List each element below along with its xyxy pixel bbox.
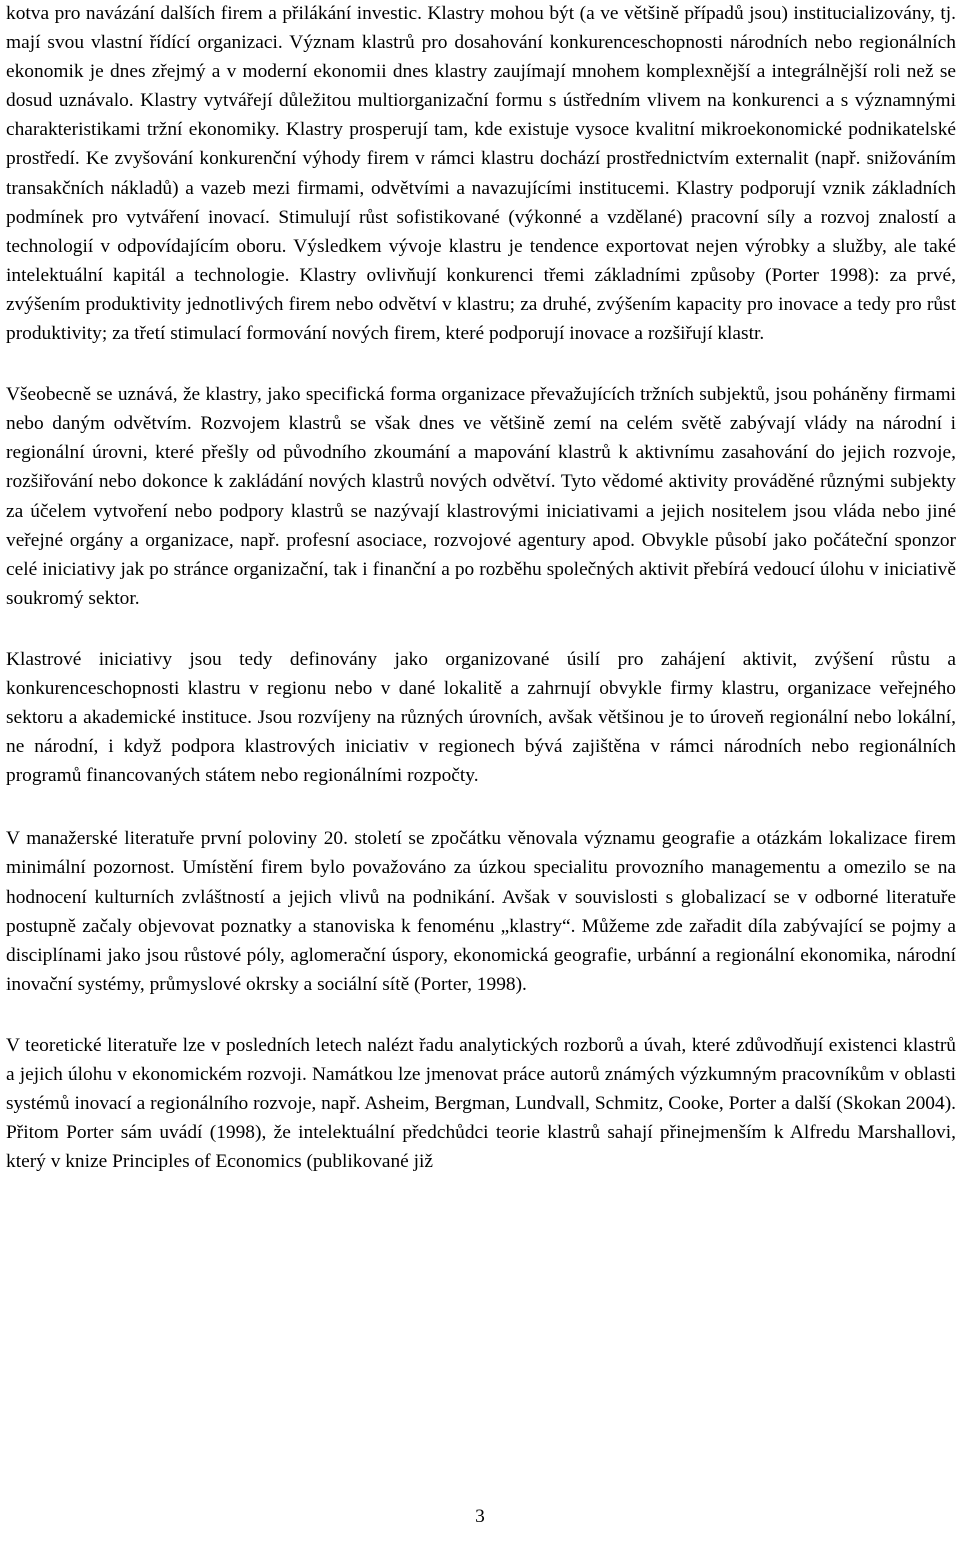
paragraph-cluster-initiatives-definition: Klastrové iniciativy jsou tedy definovány jako organizované úsilí pro zahájení aktivit, zvýšení růstu a konkurenceschopnosti klastru v regionu nebo v dané lokalitě a zahrnují obvykle firmy klastru, organizace veřejného sektoru a akademické instituce. Jsou rozvíjeny na různých úrovních, avšak většinou je to úroveň regionální nebo lokální, ne národní, i když podpora klastrových iniciativ v regionech bývá zajištěna v rámci národních nebo regionálních programů financovaných státem nebo regionálními rozpočty. <box>6 648 956 787</box>
paragraph-cluster-initiatives-governments: Všeobecně se uznává, že klastry, jako specifická forma organizace převažujících tržních subjektů, jsou poháněny firmami nebo daným odvětvím. Rozvojem klastrů se však dnes ve většině zemí na celém světě zabývají vlády na národní i regionální úrovni, které přešly od původního zkoumání a mapování klastrů k aktivnímu zasahování do jejich rozvoje, rozšiřování nebo dokonce k zakládání nových klastrů nových odvětví. Tyto vědomé aktivity prováděné různými subjekty za účelem vytvoření nebo podpory klastrů se nazývají klastrovými iniciativami a jejich nositelem jsou vláda nebo jiné veřejné orgány a organizace, např. profesní asociace, rozvojové agentury apod. Obvykle působí jako počáteční sponzor celé iniciativy jak po stránce organizační, tak i finanční a po rozběhu společných aktivit přebírá vedoucí úlohu v iniciativě soukromý sektor. <box>6 384 956 609</box>
paragraph-clusters-overview: kotva pro navázání dalších firem a přilákání investic. Klastry mohou být (a ve většině případů jsou) institucializovány, tj. mají svou vlastní řídící organizaci. Význam klastrů pro dosahování konkurenceschopnosti národních nebo regionálních ekonomik je dnes zřejmý a v moderní ekonomii dnes klastry zaujímají mnohem komplexnější a integrálnější roli než se dosud uznávalo. Klastry vytvářejí důležitou multiorganizační formu s ústředním vlivem na konkurenci a s významnými charakteristikami tržní ekonomiky. Klastry prosperují tam, kde existuje vysoce kvalitní mikroekonomické podnikatelské prostředí. Ke zvyšování konkurenční výhody firem v rámci klastru dochází prostřednictvím externalit (např. snižováním transakčních nákladů) a vazeb mezi firmami, odvětvími a navazujícími institucemi. Klastry podporují vznik základních podmínek pro vytváření inovací. Stimulují růst sofistikované (výkonné a vzdělané) pracovní síly a rozvoj znalostí a technologií v odpovídajícím oboru. Výsledkem vývoje klastru je tendence exportovat nejen výrobky a služby, ale také intelektuální kapitál a technologie. Klastry ovlivňují konkurenci třemi základními způsoby (Porter 1998): za prvé, zvýšením produktivity jednotlivých firem nebo odvětví v klastru; za druhé, zvýšením kapacity pro inovace a tedy pro růst produktivity; za třetí stimulací formování nových firem, které podporují inovace a rozšiřují klastr. <box>6 3 956 345</box>
page-number: 3 <box>475 1506 485 1527</box>
paragraph-management-literature: V manažerské literatuře první poloviny 20. století se zpočátku věnovala významu geografie a otázkám lokalizace firem minimální pozornost. Umístění firem bylo považováno za úzkou specialitu provozního managementu a omezilo se na hodnocení kulturních zvláštností a jejich vlivů na podnikání. Avšak v souvislosti s globalizací se v odborné literatuře postupně začaly objevovat poznatky a stanoviska k fenoménu „klastry“. Můžeme zde zařadit díla zabývající se pojmy a disciplínami jako jsou růstové póly, aglomerační úspory, ekonomická geografie, urbánní a regionální ekonomika, národní inovační systémy, průmyslové okrsky a sociální sítě (Porter, 1998). <box>6 828 956 995</box>
document-page <box>6 0 956 1176</box>
paragraph-theoretical-literature: V teoretické literatuře lze v posledních letech nalézt řadu analytických rozborů a úvah, které zdůvodňují existenci klastrů a jejich úlohu v ekonomickém rozvoji. Namátkou lze jmenovat práce autorů známých výzkumným pracovníkům v oblasti systémů inovací a regionálního rozvoje, např. Asheim, Bergman, Lundvall, Schmitz, Cooke, Porter a další (Skokan 2004). Přitom Porter sám uvádí (1998), že intelektuální předchůdci teorie klastrů sahají přinejmenším k Alfredu Marshallovi, který v knize Principles of Economics (publikované již <box>6 1034 956 1173</box>
